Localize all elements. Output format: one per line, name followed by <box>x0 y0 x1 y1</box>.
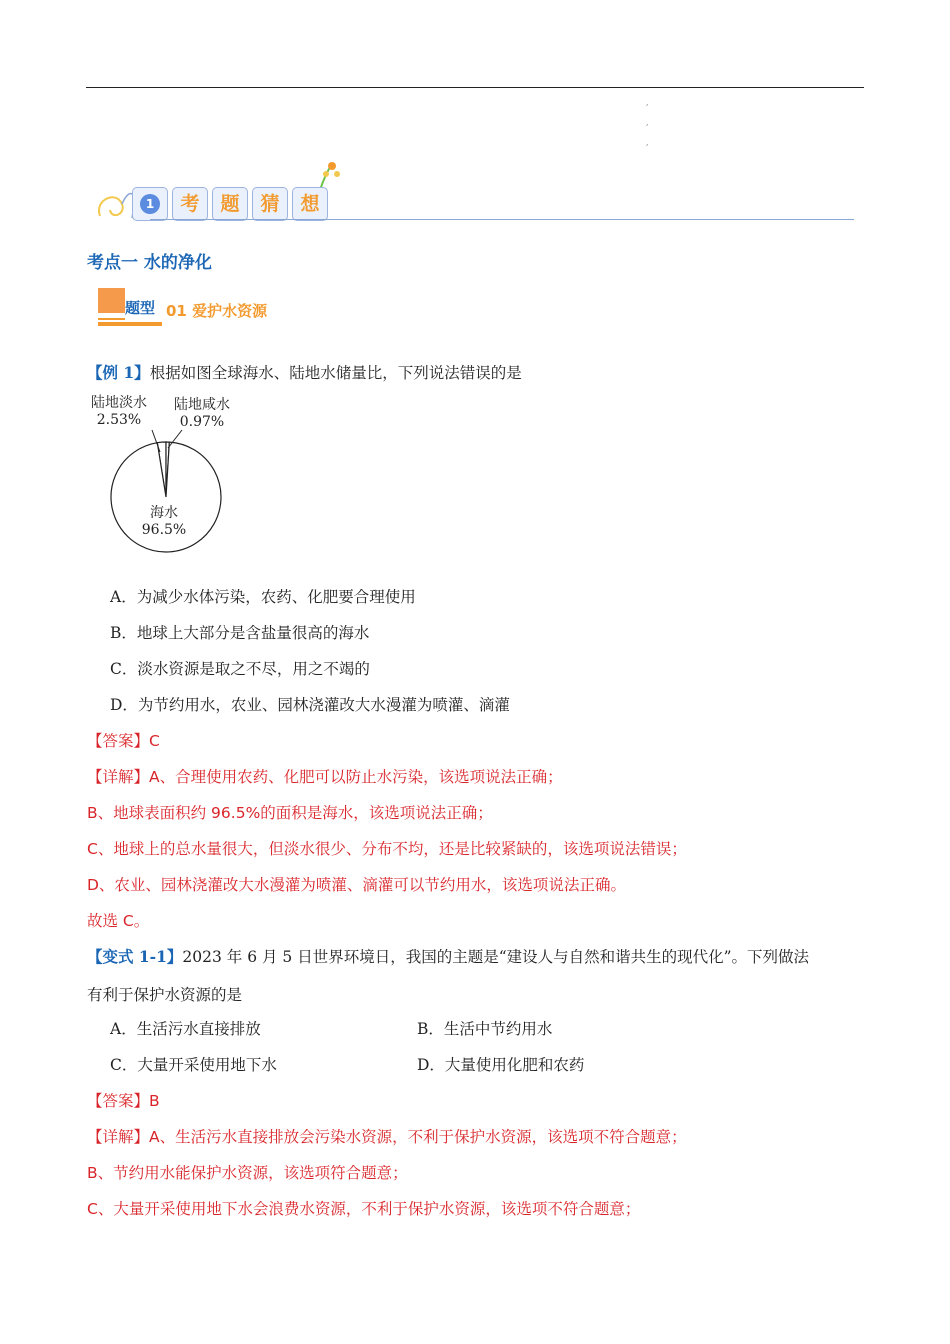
variant-detail-line-1 <box>87 1125 687 1147</box>
tixing-title: 01 爱护水资源 <box>166 302 268 320</box>
pie-slice-name: 陆地淡水 <box>91 395 147 411</box>
decorative-mark: , <box>646 138 649 147</box>
example-question <box>87 361 522 383</box>
detail-line-4: D、农业、园林浇灌改大水漫灌为喷灌、滴灌可以节约用水，该选项说法正确。 <box>87 876 626 894</box>
decorative-mark: , <box>646 118 649 127</box>
answer-line <box>87 729 160 751</box>
variant-answer-value: B <box>149 1092 160 1110</box>
variant-answer-tag: 【答案】 <box>87 1092 150 1110</box>
detail-line-1 <box>87 765 563 787</box>
variant-option-c: C．大量开采使用地下水 <box>110 1056 277 1074</box>
conclusion-line: 故选 C。 <box>87 912 150 930</box>
variant-option-d: D．大量使用化肥和农药 <box>417 1056 585 1074</box>
banner-number-tile: 1 <box>132 187 168 221</box>
example-question-text: 根据如图全球海水、陆地水储量比，下列说法错误的是 <box>149 364 522 382</box>
tixing-underline <box>98 322 162 326</box>
example-tag: 【例 1】 <box>87 363 150 382</box>
option-b: B．地球上大部分是含盐量很高的海水 <box>110 624 370 642</box>
section-heading: 考点一 水的净化 <box>87 253 212 273</box>
pie-slice-name: 陆地咸水 <box>174 397 230 413</box>
variant-answer-line <box>87 1089 160 1111</box>
variant-tag: 【变式 1-1】 <box>87 947 183 966</box>
banner-tile-2: 题 <box>212 187 248 221</box>
banner-tile-3: 猜 <box>252 187 288 221</box>
banner-underline <box>150 219 854 220</box>
detail-line-3: C、地球上的总水量很大，但淡水很少、分布不均，还是比较紧缺的，该选项说法错误； <box>87 840 687 858</box>
variant-question-text: 2023 年 6 月 5 日世界环境日，我国的主题是“建设人与自然和谐共生的现代化”。下列做法 <box>182 948 810 966</box>
banner-tile-1: 考 <box>172 187 208 221</box>
pie-slice-value: 0.97% <box>179 414 225 430</box>
tixing-marker <box>98 288 125 313</box>
pie-chart <box>100 420 230 560</box>
decorative-mark: , <box>646 98 649 107</box>
pie-slice-value: 96.5% <box>141 522 187 538</box>
variant-detail-line-3: C、大量开采使用地下水会浪费水资源，不利于保护水资源，该选项不符合题意； <box>87 1200 641 1218</box>
option-a: A．为减少水体污染，农药、化肥要合理使用 <box>110 588 416 606</box>
variant-option-b: B．生活中节约用水 <box>417 1020 553 1038</box>
variant-question-line-2: 有利于保护水资源的是 <box>87 986 243 1004</box>
answer-tag: 【答案】 <box>87 732 150 750</box>
header-rule <box>86 87 864 88</box>
tixing-marker-bar <box>98 318 125 320</box>
variant-detail-text: A、生活污水直接排放会污染水资源，不利于保护水资源，该选项不符合题意； <box>149 1128 687 1146</box>
detail-line-2: B、地球表面积约 96.5%的面积是海水，该选项说法正确； <box>87 804 493 822</box>
detail-text: A、合理使用农药、化肥可以防止水污染，该选项说法正确； <box>149 768 563 786</box>
pie-label-sea <box>133 502 195 538</box>
pie-slice-name: 海水 <box>150 505 178 521</box>
answer-value: C <box>149 732 160 750</box>
option-c: C．淡水资源是取之不尽，用之不竭的 <box>110 660 370 678</box>
option-d: D．为节约用水，农业、园林浇灌改大水漫灌为喷灌、滴灌 <box>110 696 510 714</box>
banner-tile-4: 想 <box>292 187 328 221</box>
variant-question-line-1 <box>87 945 809 967</box>
variant-option-a: A．生活污水直接排放 <box>110 1020 261 1038</box>
tixing-label: 题型 <box>125 299 156 317</box>
detail-tag: 【详解】 <box>87 768 150 786</box>
variant-detail-tag: 【详解】 <box>87 1128 150 1146</box>
variant-detail-line-2: B、节约用水能保护水资源，该选项符合题意； <box>87 1164 408 1182</box>
pie-slice-value: 2.53% <box>96 412 142 428</box>
